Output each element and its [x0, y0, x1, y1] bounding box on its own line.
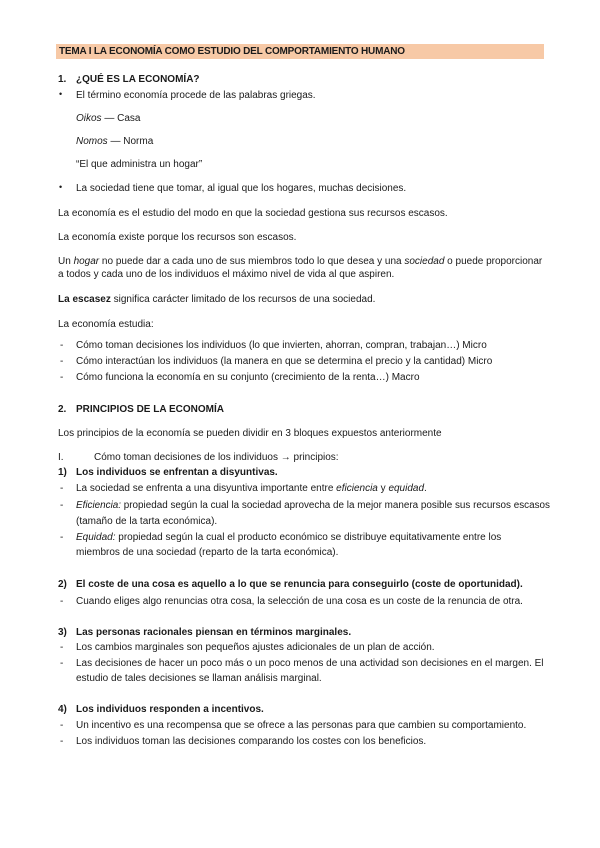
dash-marker: - — [60, 642, 64, 653]
term-sociedad: sociedad — [404, 256, 445, 267]
paragraph-scarcity: La economía existe porque los recursos son escasos. — [58, 232, 297, 243]
nomos-word: Nomos — [76, 136, 108, 147]
dash-marker: - — [60, 532, 64, 543]
bullet-greek-origin: El término economía procede de las palabras griegas. — [76, 90, 316, 101]
term-equidad: equidad — [388, 483, 425, 494]
principle-1-detail-1 — [76, 482, 427, 495]
principle-1-heading: Los individuos se enfrentan a disyuntivas. — [76, 467, 278, 478]
paragraph-escasez — [58, 293, 375, 306]
principle-3-heading: Las personas racionales piensan en términos marginales. — [76, 627, 352, 638]
section-2-intro: Los principios de la economía se pueden dividir en 3 bloques expuestos anteriormente — [58, 428, 442, 439]
oikos-word: Oikos — [76, 113, 102, 124]
bullet-marker: • — [59, 182, 63, 192]
principle-2-heading: El coste de una cosa es aquello a lo que se renuncia para conseguirlo (coste de oportunidad). — [76, 579, 523, 590]
principle-3-detail-2-line2: estudio de tales decisiones se llaman análisis marginal. — [76, 673, 322, 684]
dash-marker: - — [60, 483, 64, 494]
term-eficiencia: eficiencia — [336, 483, 378, 494]
section-1-heading: ¿QUÉ ES LA ECONOMÍA? — [76, 74, 200, 85]
principle-3-detail-2: Las decisiones de hacer un poco más o un poco menos de una actividad son decisiones en el margen. El — [76, 658, 544, 669]
list-item: Cómo funciona la economía en su conjunto (crecimiento de la renta…) Macro — [76, 372, 420, 383]
principle-1-detail-2 — [76, 499, 550, 512]
principle-4-heading: Los individuos responden a incentivos. — [76, 704, 264, 715]
section-1-number: 1. — [58, 74, 67, 85]
principle-4-detail-1: Un incentivo es una recompensa que se ofrece a las personas para que cambien su comportamiento. — [76, 720, 527, 731]
dash-marker: - — [60, 736, 64, 747]
dash-marker: - — [60, 500, 64, 511]
text-run: Un — [58, 256, 74, 267]
section-2-number: 2. — [58, 404, 67, 415]
text-run: significa carácter limitado de los recursos de una sociedad. — [110, 294, 376, 305]
text-run: propiedad según la cual la sociedad aprovecha de la mejor manera posible sus recursos escasos — [121, 500, 550, 511]
term-escasez: La escasez — [58, 294, 111, 305]
principle-1-detail-2-line2: (tamaño de la tarta económica). — [76, 516, 218, 527]
text-run: y — [377, 483, 389, 494]
oikos-meaning: — Casa — [101, 113, 141, 124]
document-title: TEMA I LA ECONOMÍA COMO ESTUDIO DEL COMPORTAMIENTO HUMANO — [56, 44, 544, 59]
text-run: o puede proporcionar — [444, 256, 543, 267]
principle-4-number: 4) — [58, 704, 67, 715]
paragraph-hogar — [58, 255, 542, 268]
bullet-marker: • — [59, 89, 63, 99]
quote-line: “El que administra un hogar” — [76, 159, 203, 170]
dash-marker: - — [60, 340, 64, 351]
dash-marker: - — [60, 596, 64, 607]
oikos-line — [76, 112, 140, 125]
term-hogar: hogar — [73, 256, 100, 267]
section-2-heading: PRINCIPIOS DE LA ECONOMÍA — [76, 404, 224, 415]
paragraph-estudia: La economía estudia: — [58, 319, 154, 330]
paragraph-hogar-line2: a todos y cada uno de los individuos el máximo nivel de vida al que aspiren. — [58, 269, 395, 280]
text-run: propiedad según la cual el producto económico se distribuye equitativamente entre los — [115, 532, 502, 543]
principle-4-detail-2: Los individuos toman las decisiones comparando los costes con los beneficios. — [76, 736, 427, 747]
paragraph-definition: La economía es el estudio del modo en que la sociedad gestiona sus recursos escasos. — [58, 208, 448, 219]
nomos-line — [76, 135, 153, 148]
block-label: Cómo toman decisiones de los individuos → principios: — [94, 452, 339, 463]
nomos-meaning: — Norma — [107, 136, 154, 147]
block-number: I. — [58, 452, 64, 463]
dash-marker: - — [60, 658, 64, 669]
term-equidad-def: Equidad: — [76, 532, 116, 543]
principle-2-detail-1: Cuando eliges algo renuncias otra cosa, la selección de una cosa es un coste de la renuncia de otra. — [76, 596, 523, 607]
dash-marker: - — [60, 372, 64, 383]
bullet-society-decisions: La sociedad tiene que tomar, al igual que los hogares, muchas decisiones. — [76, 183, 407, 194]
principle-1-number: 1) — [58, 467, 67, 478]
principle-3-number: 3) — [58, 627, 67, 638]
principle-1-detail-3 — [76, 531, 501, 544]
dash-marker: - — [60, 356, 64, 367]
text-run: . — [424, 483, 427, 494]
principle-1-detail-3-line2: miembros de una sociedad (reparto de la tarta económica). — [76, 547, 339, 558]
dash-marker: - — [60, 720, 64, 731]
list-item: Cómo interactúan los individuos (la manera en que se determina el precio y la cantidad) Micro — [76, 356, 493, 367]
text-run: no puede dar a cada uno de sus miembros todo lo que desea y una — [99, 256, 405, 267]
principle-2-number: 2) — [58, 579, 67, 590]
list-item: Cómo toman decisiones los individuos (lo que invierten, ahorran, compran, trabajan…) Micro — [76, 340, 487, 351]
principle-3-detail-1: Los cambios marginales son pequeños ajustes adicionales de un plan de acción. — [76, 642, 435, 653]
text-run: La sociedad se enfrenta a una disyuntiva importante entre — [76, 483, 337, 494]
term-eficiencia-def: Eficiencia: — [76, 500, 122, 511]
